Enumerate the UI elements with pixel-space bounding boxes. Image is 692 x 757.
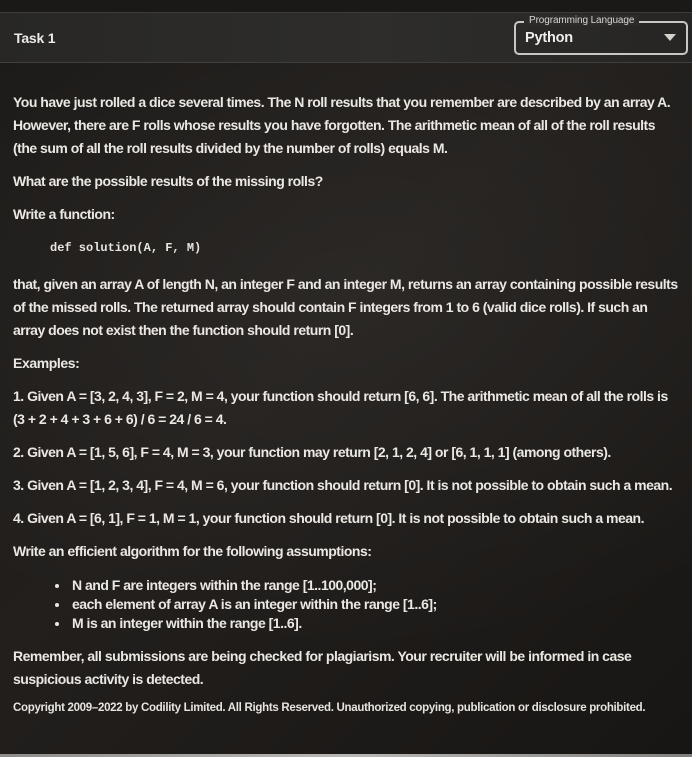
question-paragraph: What are the possible results of the missing rolls?: [13, 173, 323, 189]
programming-language-label: Programming Language: [524, 15, 639, 26]
example-2: 2. Given A = [1, 5, 6], F = 4, M = 3, your function may return [2, 1, 2, 4] or [6, 1, 1, 1] (among others).: [13, 444, 611, 460]
chevron-down-icon: [664, 34, 676, 41]
example-3: 3. Given A = [1, 2, 3, 4], F = 4, M = 6, your function should return [0]. It is not possible to obtain such a mean.: [13, 477, 673, 493]
example-1: 1. Given A = [3, 2, 4, 3], F = 2, M = 4, your function should return [6, 6]. The arithmetic mean of all the rolls is (3 + 2 + 4 + 3 + 6 + 6) / 6 = 24 / 6 = 4.: [13, 388, 668, 427]
intro-paragraph: You have just rolled a dice several times. The N roll results that you remember are described by an array A. However, there are F rolls whose results you have forgotten. The arithmetic mean of all of the roll results (the sum of all the roll results divided by the number of rolls) equals M.: [13, 94, 671, 156]
function-signature: def solution(A, F, M): [50, 241, 202, 255]
efficient-prefix: Write an: [13, 543, 68, 559]
copyright-notice: Copyright 2009–2022 by Codility Limited. All Rights Reserved. Unauthorized copying, publication or disclosure prohibited.: [13, 702, 646, 714]
task-title: Task 1: [14, 29, 56, 46]
plagiarism-notice: Remember, all submissions are being checked for plagiarism. Your recruiter will be informed in case suspicious activity is detected.: [13, 648, 632, 687]
example-4: 4. Given A = [6, 1], F = 1, M = 1, your function should return [0]. It is not possible to obtain such a mean.: [13, 510, 644, 526]
examples-heading: Examples:: [13, 355, 80, 371]
task-description: [0, 63, 692, 716]
assumption-item: • each element of array A is an integer within the range [1..6];: [70, 595, 680, 614]
assumptions-list: [13, 576, 680, 633]
write-function-label: Write a function:: [13, 206, 115, 222]
top-strip: [0, 0, 692, 13]
programming-language-select[interactable]: [514, 14, 688, 55]
selected-language-value: Python: [525, 29, 573, 46]
assumption-item: • N and F are integers within the range [1..100,000];: [70, 576, 680, 595]
efficient-word: efficient: [67, 543, 117, 559]
assumption-item: • M is an integer within the range [1..6].: [70, 614, 680, 633]
task-header: [0, 13, 692, 63]
efficient-algorithm-paragraph: [13, 540, 680, 563]
efficient-suffix: algorithm for the following assumptions:: [116, 543, 372, 559]
function-description-paragraph: that, given an array A of length N, an integer F and an integer M, returns an array containing possible results of the missed rolls. The returned array should contain F integers from 1 to 6 (valid dice rolls). If such an array does not exist then the function should return [0].: [13, 276, 678, 338]
